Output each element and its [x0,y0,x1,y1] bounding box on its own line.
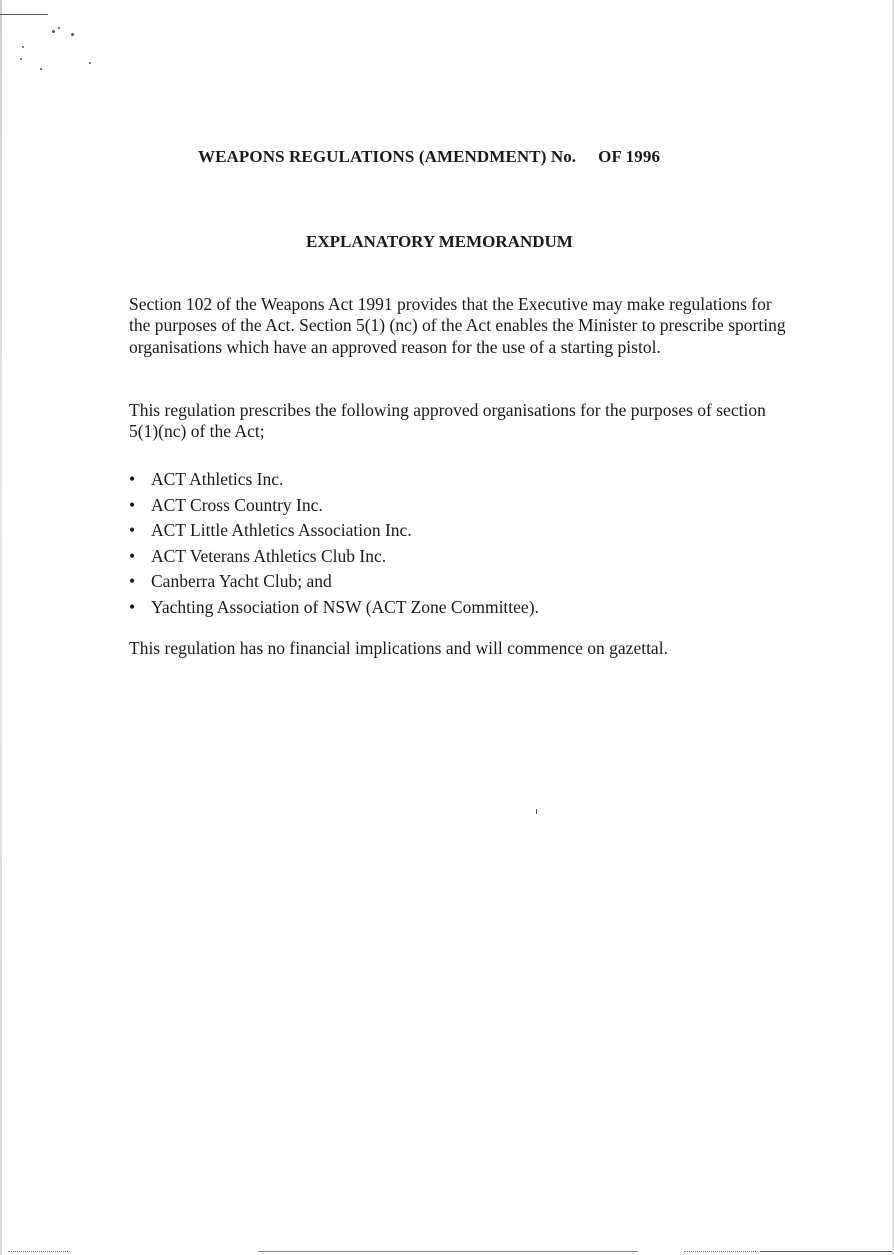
list-item [129,468,539,494]
paragraph-intro: Section 102 of the Weapons Act 1991 provides that the Executive may make regulations for the purposes of the Act. Section 5(1) (nc) of the Act enables the Minister to prescribe sporting organisations which have an approved reason for the use of a starting pistol. [129,294,786,357]
organisation-name: ACT Cross Country Inc. [151,494,323,515]
list-item [129,519,539,545]
scan-speck [52,30,55,33]
list-item [129,570,539,596]
list-item [129,494,539,520]
document-subtitle: EXPLANATORY MEMORANDUM [306,232,573,251]
paragraph-prescribes: This regulation prescribes the following approved organisations for the purposes of section 5(1)(nc) of the Act; [129,400,766,442]
scan-bottom-line [760,1251,892,1252]
scan-speck [40,68,42,70]
title-year: OF 1996 [598,147,661,166]
scan-speck [536,809,537,814]
list-item [129,545,539,571]
organisation-name: ACT Athletics Inc. [151,469,284,489]
scan-bottom-dots [8,1250,68,1252]
list-item [129,596,539,622]
organisation-name: ACT Veterans Athletics Club Inc. [151,545,387,566]
bullet-icon: • [129,469,136,489]
scan-speck [71,33,74,36]
scan-speck [58,27,60,29]
scan-speck [20,58,22,60]
scan-corner-mark [0,14,48,15]
scan-speck [22,46,24,48]
organisation-name: Canberra Yacht Club; and [151,571,332,591]
title-main: WEAPONS REGULATIONS (AMENDMENT) No. [198,147,577,166]
bullet-icon: • [129,545,136,566]
scan-bottom-line [258,1251,638,1252]
bullet-icon: • [129,571,136,591]
organisation-name: ACT Little Athletics Association Inc. [151,520,412,540]
scan-edge-left [0,0,2,1255]
bullet-icon: • [129,494,136,515]
document-title [198,147,660,167]
bullet-icon: • [129,520,136,540]
scan-bottom-dots [684,1250,756,1252]
bullet-icon: • [129,596,136,617]
scan-speck [89,62,91,64]
organisation-list [129,468,539,621]
organisation-name: Yachting Association of NSW (ACT Zone Committee). [151,596,539,617]
paragraph-financial: This regulation has no financial implications and will commence on gazettal. [129,638,668,658]
